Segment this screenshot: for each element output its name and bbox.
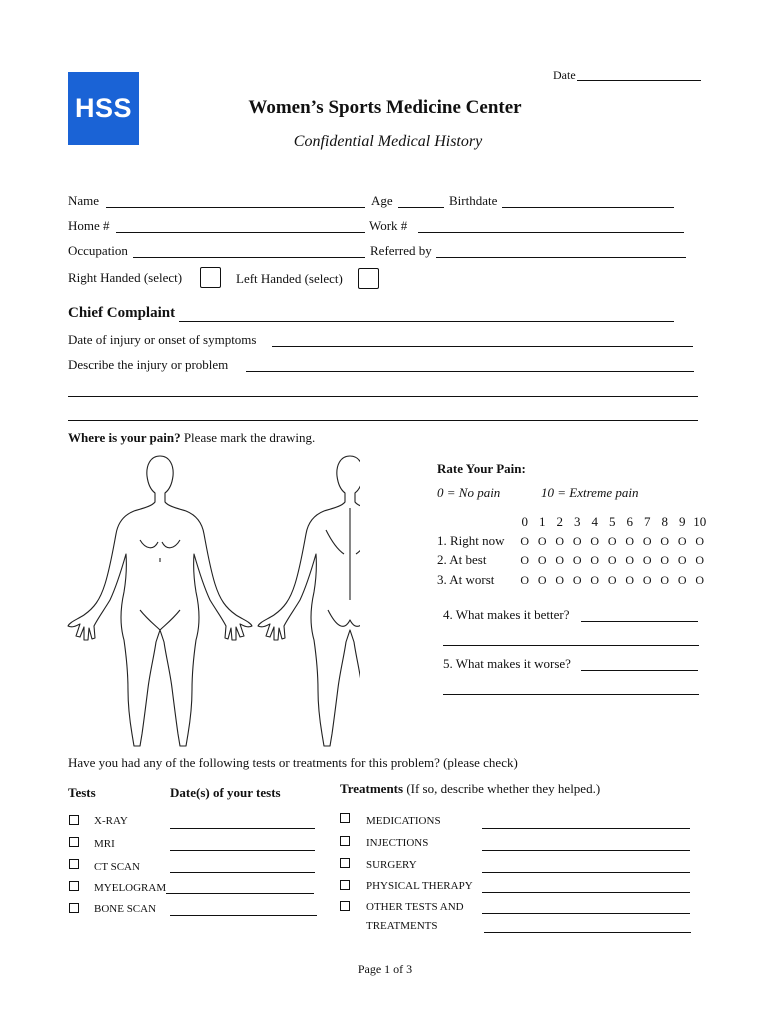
- tests-heading: Tests: [68, 785, 96, 800]
- pain-option[interactable]: O: [642, 573, 652, 587]
- other-tests-field[interactable]: [482, 913, 690, 914]
- pain-option[interactable]: O: [572, 573, 582, 587]
- occupation-label: Occupation: [68, 243, 128, 258]
- pain-row-at-worst[interactable]: [516, 573, 709, 588]
- injections-checkbox[interactable]: [340, 836, 350, 846]
- other-tests-field-line-2[interactable]: [484, 932, 691, 933]
- pain-option[interactable]: O: [607, 534, 617, 548]
- where-pain-text: [68, 430, 315, 446]
- test-label: MRI: [94, 838, 115, 850]
- body-front-figure: [68, 456, 252, 746]
- scale-number: 7: [644, 514, 651, 529]
- pain-option[interactable]: O: [520, 553, 530, 567]
- scale-number: 9: [679, 514, 686, 529]
- pain-option[interactable]: O: [607, 553, 617, 567]
- treatment-label: OTHER TESTS AND: [366, 901, 464, 913]
- home-phone-field[interactable]: [116, 232, 365, 233]
- surgery-checkbox[interactable]: [340, 858, 350, 868]
- describe-field-line-2[interactable]: [68, 396, 698, 397]
- pain-option[interactable]: O: [590, 534, 600, 548]
- onset-field[interactable]: [272, 346, 693, 347]
- pain-option[interactable]: O: [695, 534, 705, 548]
- chief-complaint-field[interactable]: [179, 321, 674, 322]
- left-handed-checkbox[interactable]: [358, 268, 379, 289]
- pain-row-right-now[interactable]: [516, 534, 709, 549]
- scale-number: 1: [539, 514, 546, 529]
- pain-option[interactable]: O: [572, 534, 582, 548]
- treatment-label: TREATMENTS: [366, 920, 438, 932]
- pain-row-label: 3. At worst: [437, 572, 495, 587]
- xray-checkbox[interactable]: [69, 815, 79, 825]
- test-label: MYELOGRAM: [94, 882, 167, 894]
- treatment-label: MEDICATIONS: [366, 815, 441, 827]
- pain-option[interactable]: O: [537, 534, 547, 548]
- page-title: Women’s Sports Medicine Center: [248, 97, 522, 118]
- describe-field[interactable]: [246, 371, 694, 372]
- scale-number: 5: [609, 514, 616, 529]
- name-label: Name: [68, 193, 100, 208]
- chief-complaint-heading: Chief Complaint: [68, 305, 176, 321]
- logo-text: HSS: [74, 93, 133, 123]
- mri-checkbox[interactable]: [69, 837, 79, 847]
- myelogram-checkbox[interactable]: [69, 881, 79, 891]
- scale-number: 10: [693, 514, 707, 529]
- injections-field[interactable]: [482, 850, 690, 851]
- pain-option[interactable]: O: [625, 553, 635, 567]
- right-handed-checkbox[interactable]: [200, 267, 221, 288]
- test-label: BONE SCAN: [94, 903, 157, 915]
- date-label: Date: [553, 68, 576, 82]
- pain-option[interactable]: O: [677, 553, 687, 567]
- scale-number: 6: [626, 514, 633, 529]
- describe-field-line-3[interactable]: [68, 420, 698, 421]
- better-field[interactable]: [581, 621, 698, 622]
- pain-option[interactable]: O: [695, 573, 705, 587]
- pain-option[interactable]: O: [537, 553, 547, 567]
- referred-by-label: Referred by: [370, 243, 432, 258]
- pain-option[interactable]: O: [537, 573, 547, 587]
- bonescan-date-field[interactable]: [170, 915, 317, 916]
- pain-option[interactable]: O: [590, 553, 600, 567]
- scale-number: 3: [574, 514, 581, 529]
- scale-low-label: 0 = No pain: [437, 485, 501, 500]
- pain-option[interactable]: O: [660, 534, 670, 548]
- where-pain-bold: Where is your pain?: [68, 430, 181, 445]
- myelogram-date-field[interactable]: [166, 893, 314, 894]
- treatments-note: (If so, describe whether they helped.): [403, 781, 601, 796]
- left-handed-label: Left Handed (select): [236, 271, 343, 286]
- where-pain-rest: Please mark the drawing.: [180, 430, 316, 445]
- pain-option[interactable]: O: [572, 553, 582, 567]
- physical-therapy-field[interactable]: [482, 892, 690, 893]
- pain-row-at-best[interactable]: [516, 553, 709, 568]
- referred-by-field[interactable]: [436, 257, 686, 258]
- scale-number: 4: [591, 514, 598, 529]
- pain-option[interactable]: O: [695, 553, 705, 567]
- name-field[interactable]: [106, 207, 365, 208]
- treatments-heading: Treatments: [340, 781, 404, 796]
- pain-option[interactable]: O: [642, 534, 652, 548]
- work-phone-label: Work #: [369, 218, 408, 233]
- occupation-field[interactable]: [133, 257, 365, 258]
- pain-option[interactable]: O: [590, 573, 600, 587]
- describe-label: Describe the injury or problem: [68, 357, 229, 372]
- test-label: X-RAY: [94, 815, 128, 827]
- pain-option[interactable]: O: [555, 573, 565, 587]
- better-label: 4. What makes it better?: [443, 607, 570, 622]
- pain-row-label: 1. Right now: [437, 533, 505, 548]
- scale-number: 8: [661, 514, 668, 529]
- treatment-label: SURGERY: [366, 859, 417, 871]
- pain-option[interactable]: O: [660, 573, 670, 587]
- page-number: Page 1 of 3: [357, 962, 413, 976]
- scale-number: 0: [521, 514, 528, 529]
- other-tests-checkbox[interactable]: [340, 901, 350, 911]
- body-diagram[interactable]: [60, 450, 360, 750]
- rate-pain-heading: Rate Your Pain:: [437, 461, 526, 476]
- scale-numbers: [516, 514, 709, 530]
- test-label: CT SCAN: [94, 861, 140, 873]
- pain-option[interactable]: O: [625, 534, 635, 548]
- treatments-header: [340, 781, 600, 797]
- pain-option[interactable]: O: [520, 534, 530, 548]
- scale-high-label: 10 = Extreme pain: [541, 485, 639, 500]
- physical-therapy-checkbox[interactable]: [340, 880, 350, 890]
- pain-option[interactable]: O: [677, 573, 687, 587]
- pain-option[interactable]: O: [555, 534, 565, 548]
- pain-option[interactable]: O: [625, 573, 635, 587]
- treatment-label: PHYSICAL THERAPY: [366, 880, 473, 892]
- pain-row-label: 2. At best: [437, 552, 487, 567]
- pain-option[interactable]: O: [555, 553, 565, 567]
- medications-checkbox[interactable]: [340, 813, 350, 823]
- onset-label: Date of injury or onset of symptoms: [68, 332, 257, 347]
- xray-date-field[interactable]: [170, 828, 315, 829]
- surgery-field[interactable]: [482, 872, 690, 873]
- worse-field[interactable]: [581, 670, 698, 671]
- birthdate-field[interactable]: [502, 207, 674, 208]
- scale-number: 2: [556, 514, 563, 529]
- work-phone-field[interactable]: [418, 232, 684, 233]
- pain-option[interactable]: O: [520, 573, 530, 587]
- pain-option[interactable]: O: [677, 534, 687, 548]
- ctscan-date-field[interactable]: [170, 872, 315, 873]
- right-handed-label: Right Handed (select): [68, 270, 183, 285]
- home-phone-label: Home #: [68, 218, 110, 233]
- pain-option[interactable]: O: [660, 553, 670, 567]
- treatment-label: INJECTIONS: [366, 837, 429, 849]
- better-field-line-2[interactable]: [443, 645, 699, 646]
- page-subtitle: Confidential Medical History: [293, 133, 483, 150]
- bonescan-checkbox[interactable]: [69, 903, 79, 913]
- body-back-figure: [258, 456, 360, 746]
- worse-field-line-2[interactable]: [443, 694, 699, 695]
- mri-date-field[interactable]: [170, 850, 315, 851]
- medications-field[interactable]: [482, 828, 690, 829]
- age-field[interactable]: [398, 207, 444, 208]
- ctscan-checkbox[interactable]: [69, 859, 79, 869]
- age-label: Age: [371, 193, 393, 208]
- pain-option[interactable]: O: [607, 573, 617, 587]
- birthdate-label: Birthdate: [449, 193, 498, 208]
- pain-option[interactable]: O: [642, 553, 652, 567]
- date-field[interactable]: [577, 80, 701, 81]
- tests-question: Have you had any of the following tests or treatments for this problem? (please check): [68, 755, 518, 770]
- worse-label: 5. What makes it worse?: [443, 656, 571, 671]
- dates-heading: Date(s) of your tests: [170, 785, 281, 800]
